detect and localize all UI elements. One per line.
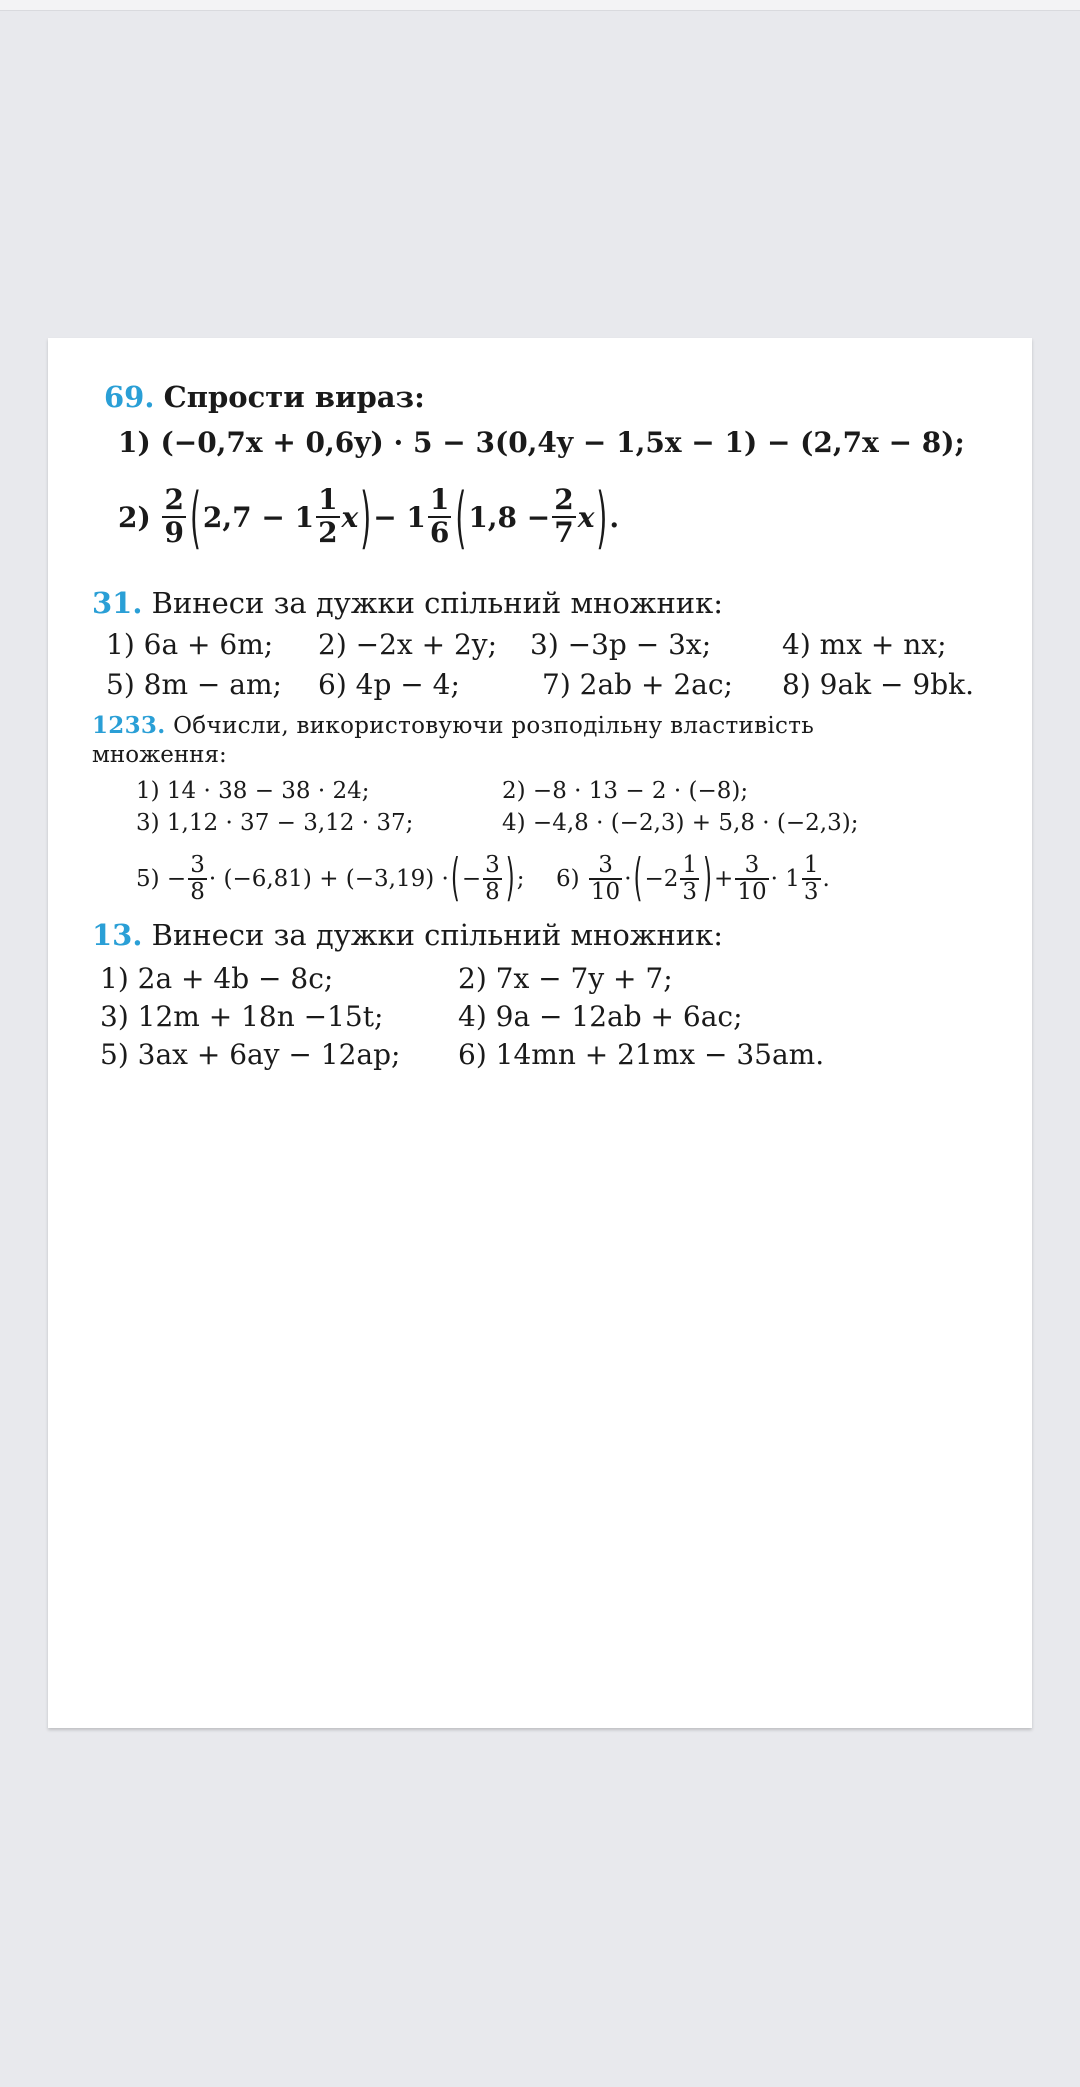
fraction: $\frac{1}{2}$ xyxy=(318,483,338,549)
task-1233-item-5 xyxy=(136,842,524,916)
expr-part: · xyxy=(624,866,632,892)
item: 8) 9ak − 9bk. xyxy=(782,668,974,701)
expr-part: − xyxy=(461,866,482,892)
fraction: $\frac{1}{3}$ xyxy=(682,851,698,905)
expr-part: + xyxy=(714,866,734,892)
expr-part: · (−6,81) + (−3,19) · xyxy=(208,866,449,892)
left-paren: ( xyxy=(455,477,467,557)
task-31-header xyxy=(92,586,723,620)
task-title: Винеси за дужки спільний множник: xyxy=(151,918,724,952)
variable: x xyxy=(341,500,359,534)
item: 3) 1,12 · 37 − 3,12 · 37; xyxy=(136,810,414,836)
fraction: $\frac{3}{8}$ xyxy=(485,851,500,905)
expr-part: 1,8 − xyxy=(468,500,551,534)
item: 1) 14 · 38 − 38 · 24; xyxy=(136,778,370,804)
item: 4) mx + nx; xyxy=(782,628,947,661)
task-number: 13. xyxy=(92,918,143,952)
item: 1) 2a + 4b − 8c; xyxy=(100,962,334,995)
item-label: 6) xyxy=(556,866,580,892)
item: 3) 12m + 18n −15t; xyxy=(100,1000,384,1033)
left-paren: ( xyxy=(633,850,643,908)
expr-end: . xyxy=(609,500,620,534)
right-paren: ) xyxy=(505,850,515,908)
item: 2) −2x + 2y; xyxy=(318,628,498,661)
task-69-header xyxy=(104,380,425,414)
expr-part: · 1 xyxy=(770,866,800,892)
item: 6) 4p − 4; xyxy=(318,668,460,701)
variable: x xyxy=(577,500,595,534)
right-paren: ) xyxy=(360,477,372,557)
right-paren: ) xyxy=(596,477,608,557)
expr-part: 2,7 − 1 xyxy=(202,500,315,534)
textbook-page xyxy=(48,338,1032,1728)
item-label: 2) xyxy=(118,500,151,534)
status-bar-strip xyxy=(0,0,1080,11)
item-label: 5) − xyxy=(136,866,187,892)
item: 5) 8m − am; xyxy=(106,668,282,701)
item: 4) −4,8 · (−2,3) + 5,8 · (−2,3); xyxy=(502,810,859,836)
item: 6) 14mn + 21mx − 35am. xyxy=(458,1038,825,1071)
expr-part: − 1 xyxy=(373,500,426,534)
expr-part: −2 xyxy=(644,866,679,892)
fraction: $\frac{3}{10}$ xyxy=(590,851,621,905)
task-title: Обчисли, використовуючи розподільну властивість xyxy=(173,713,815,739)
task-title: Спрости вираз: xyxy=(163,380,425,414)
fraction: $\frac{2}{9}$ xyxy=(164,483,184,549)
fraction: $\frac{3}{10}$ xyxy=(737,851,767,905)
task-1233-title-cont: множення: xyxy=(92,742,227,768)
expr-end: ; xyxy=(516,866,525,892)
task-number: 69. xyxy=(104,380,155,414)
item: 3) −3p − 3x; xyxy=(530,628,712,661)
expr-end: . xyxy=(822,866,830,892)
item: 2) 7x − 7y + 7; xyxy=(458,962,673,995)
item: 4) 9a − 12ab + 6ac; xyxy=(458,1000,743,1033)
item: 7) 2ab + 2ac; xyxy=(542,668,733,701)
fraction: $\frac{3}{8}$ xyxy=(190,851,205,905)
fraction: $\frac{2}{7}$ xyxy=(554,483,574,549)
right-paren: ) xyxy=(703,850,713,908)
left-paren: ( xyxy=(189,477,201,557)
task-69-item-2 xyxy=(118,472,619,562)
task-13-header xyxy=(92,918,723,952)
task-number: 31. xyxy=(92,586,143,620)
item: 2) −8 · 13 − 2 · (−8); xyxy=(502,778,749,804)
fraction: $\frac{1}{3}$ xyxy=(803,851,819,905)
task-title: Винеси за дужки спільний множник: xyxy=(151,586,724,620)
item: 5) 3ax + 6ay − 12ap; xyxy=(100,1038,401,1071)
item: 1) 6a + 6m; xyxy=(106,628,274,661)
fraction: $\frac{1}{6}$ xyxy=(429,483,450,549)
task-number: 1233. xyxy=(92,712,166,739)
task-1233-item-6 xyxy=(556,842,830,916)
task-1233-header xyxy=(92,712,814,739)
task-69-item-1: 1) (−0,7x + 0,6y) · 5 − 3(0,4y − 1,5x − 1) − (2,7x − 8); xyxy=(118,426,965,459)
left-paren: ( xyxy=(450,850,460,908)
